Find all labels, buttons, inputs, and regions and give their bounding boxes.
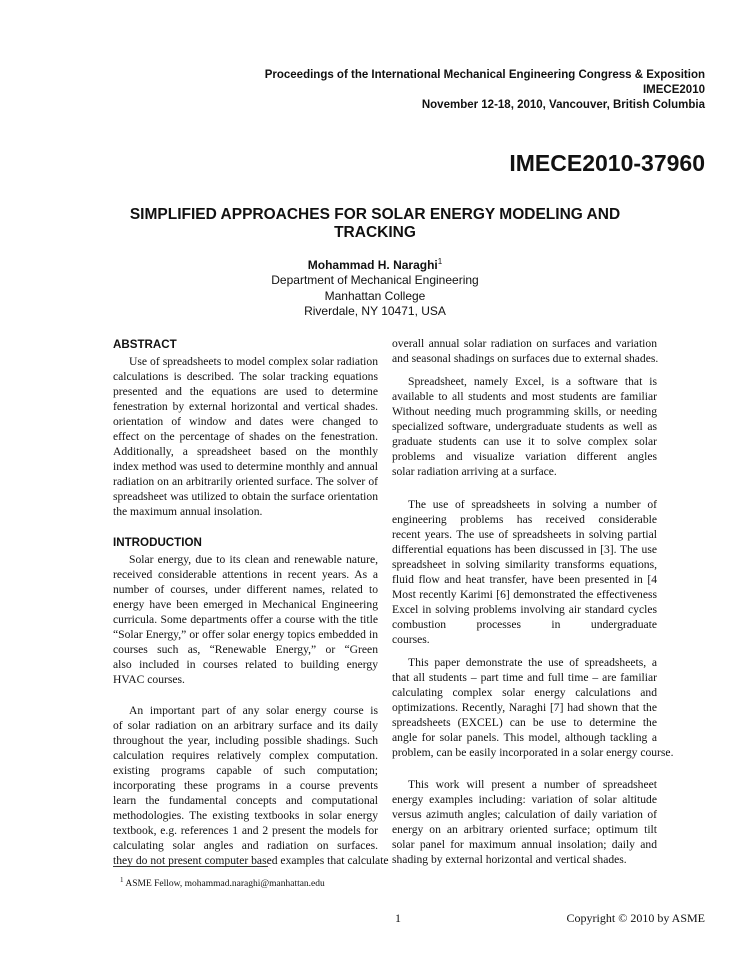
paper-title [80, 206, 670, 242]
footnote-number: 1 [120, 876, 124, 884]
text-line: optimizations. Recently, Naraghi [7] had shown that the [392, 701, 657, 714]
text-line: Use of spreadsheets to model complex solar radiation [129, 355, 378, 368]
paragraph [392, 497, 657, 647]
text-line: orientation of window and dates were changed to [113, 415, 378, 428]
text-line: available to all students and most students are familiar [392, 390, 657, 403]
text-line: This paper demonstrate the use of spreadsheets, a [408, 656, 657, 669]
text-line: solar panel for maximum annual insolation; daily and [392, 838, 657, 851]
text-line: index method was used to determine monthly and annual [113, 460, 378, 473]
text-line: incorporating these programs in a course prevents [113, 779, 378, 792]
text-line: overall annual solar radiation on surfaces and variation [392, 337, 657, 350]
text-line: An important part of any solar energy course is [129, 704, 378, 717]
paragraph [392, 336, 657, 366]
text-line: specialized software, undergraduate students as well as [392, 420, 657, 433]
text-line: energy have been emerged in Mechanical Engineering [113, 598, 378, 611]
text-line: Spreadsheet, namely Excel, is a software that is [408, 375, 657, 388]
affiliation-line: Riverdale, NY 10471, USA [304, 303, 446, 318]
paragraph [113, 703, 389, 868]
footnote [120, 876, 325, 889]
section-heading: INTRODUCTION [113, 536, 202, 549]
text-line: energy examples including: variation of solar altitude [392, 793, 657, 806]
conference-code: IMECE2010 [642, 84, 705, 96]
text-line: “Solar Energy,” or offer solar energy topics embedded in [113, 628, 378, 641]
text-line: radiation on an arbitrarily oriented surface. The solver of [113, 475, 378, 488]
text-line: The use of spreadsheets in solving a number of [408, 498, 657, 511]
text-line: methodologies. The existing textbooks in solar energy [113, 809, 378, 822]
text-line: presented and the equations are used to determine [113, 385, 378, 398]
author-block [150, 254, 600, 319]
text-line: throughout the year, including possible shadings. Such [113, 734, 378, 747]
text-line: courses. [392, 633, 430, 646]
text-line: calculation requires relatively complex computation. [113, 749, 378, 762]
text-line: angle for solar panels. This model, although tackling a [392, 731, 657, 744]
paragraph [392, 777, 657, 867]
text-line: fluid flow and heat transfer, have been presented in [4 [392, 573, 657, 586]
right-column [392, 336, 674, 867]
text-line: the maximum annual insolation. [113, 505, 263, 518]
text-line: recent years. The use of spreadsheets in solving partial [392, 528, 657, 541]
conference-date-location: November 12-18, 2010, Vancouver, British Columbia [421, 99, 705, 111]
paragraph [113, 535, 378, 687]
text-line: Without needing much programming skills, or needing [392, 405, 657, 418]
text-line: existing programs capable of such computation; [113, 764, 378, 777]
text-line: spreadsheet in solving similarity transforms equations, [392, 558, 657, 571]
text-line: that all students – part time and full time – are familiar [392, 671, 657, 684]
text-line: graduate students can use it to solve complex solar [392, 435, 657, 448]
page-number: 1 [395, 911, 401, 925]
text-line: This work will present a number of spreadsheet [408, 778, 657, 791]
copyright: Copyright © 2010 by ASME [566, 911, 705, 925]
text-line: learn the fundamental concepts and computational [113, 794, 378, 807]
text-line: Solar energy, due to its clean and renewable nature, [129, 553, 378, 566]
text-line: number of courses, under different names, related to [113, 583, 378, 596]
text-line: versus azimuth angles; calculation of daily variation of [392, 808, 657, 821]
text-line: calculating complex solar energy calculations and [392, 686, 657, 699]
text-line: received considerable attentions in recent years. As a [113, 568, 378, 581]
text-line: of solar radiation on an arbitrary surface and its daily [113, 719, 378, 732]
text-line: Additionally, a spreadsheet based on the monthly [113, 445, 378, 458]
text-line: also included in courses related to building energy [113, 658, 378, 671]
text-line: engineering problems has received considerable [392, 513, 657, 526]
left-column [113, 337, 389, 868]
text-line: courses such as, “Renewable Energy,” or “Green [113, 643, 378, 656]
text-line: differential equations has been discussed in [3]. The use [392, 543, 657, 556]
text-line: calculations is described. The solar tracking equations [113, 370, 378, 383]
proceedings-header [265, 68, 705, 113]
text-line: problems and visualize variation different angles [392, 450, 657, 463]
conference-name: Proceedings of the International Mechanical Engineering Congress & Exposition [264, 69, 705, 81]
text-line: and seasonal shadings on surfaces due to external shades. [392, 352, 659, 365]
title-line: TRACKING [334, 224, 416, 241]
paragraph [113, 337, 378, 519]
title-line: SIMPLIFIED APPROACHES FOR SOLAR ENERGY MODELING AND [129, 206, 621, 223]
paragraph [392, 655, 674, 760]
text-line: solar radiation arriving at a surface. [392, 465, 557, 478]
affiliation-line: Manhattan College [324, 288, 426, 303]
text-line: spreadsheet was utilized to obtain the surface orientation [113, 490, 378, 503]
section-heading: ABSTRACT [113, 338, 177, 351]
text-line: energy on an arbitrary oriented surface; optimum tilt [392, 823, 657, 836]
text-line: curricula. Some departments offer a course with the title [113, 613, 378, 626]
affiliation-line: Department of Mechanical Engineering [271, 273, 479, 288]
paper-id: IMECE2010-37960 [509, 150, 705, 176]
text-line: problem, can be easily incorporated in a solar energy course. [392, 746, 674, 759]
text-line: spreadsheets (EXCEL) can be use to determine the [392, 716, 657, 729]
text-line: combustion processes in undergraduate [392, 618, 657, 631]
footnote-text: ASME Fellow, mohammad.naraghi@manhattan.edu [123, 879, 325, 890]
text-line: effect on the percentage of shades on the fenestration. [113, 430, 378, 443]
text-line: HVAC courses. [113, 673, 185, 686]
text-line: shading by external horizontal and vertical shades. [392, 853, 627, 866]
text-line: textbook, e.g. references 1 and 2 present the models for [113, 824, 378, 837]
text-line: calculating solar angles and radiation on surfaces. [113, 839, 378, 852]
text-line: fenestration by external horizontal and vertical shades. [113, 400, 378, 413]
footnote-divider [113, 866, 268, 867]
author-name: Mohammad H. Naraghi [307, 258, 438, 272]
text-line: Excel in solving problems involving air standard cycles [392, 603, 657, 616]
footnote-mark: 1 [437, 257, 443, 266]
text-line: Most recently Karimi [6] demonstrated the effectiveness [392, 588, 657, 601]
paragraph [392, 374, 657, 479]
text-line: they do not present computer based examples that calculate [113, 854, 389, 867]
